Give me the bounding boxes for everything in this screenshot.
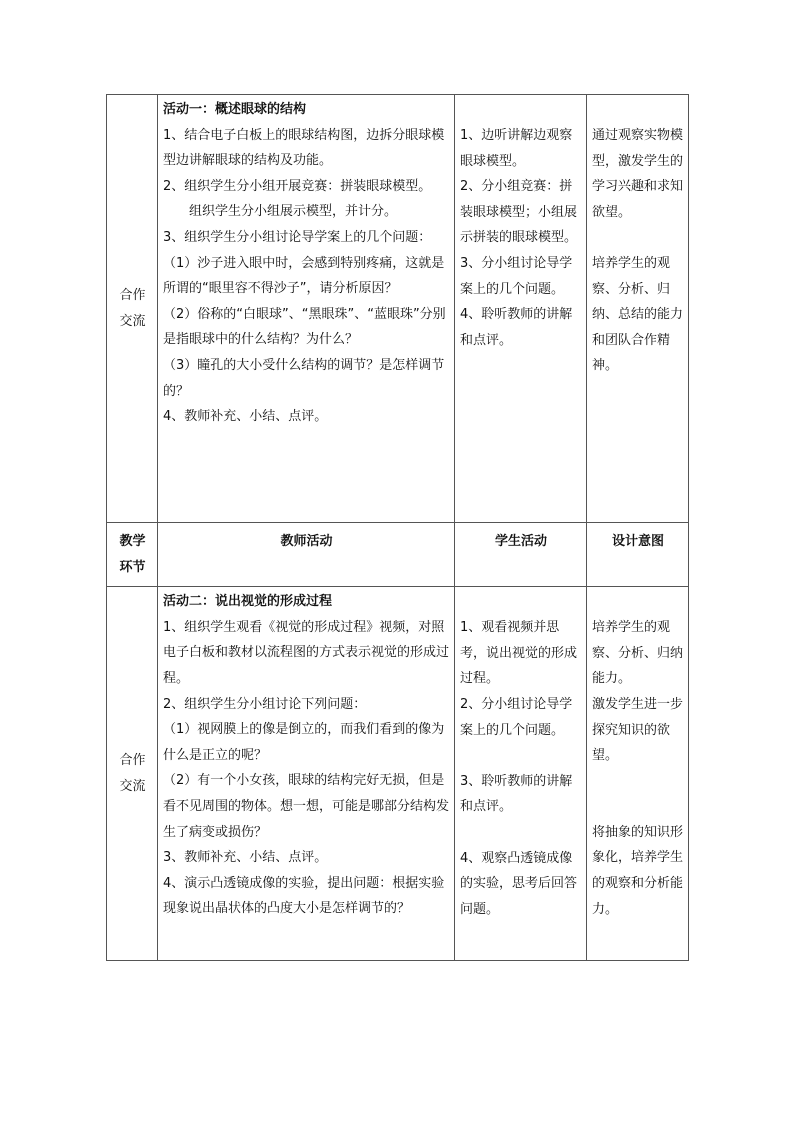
teacher-item: 4、演示凸透镜成像的实验，提出问题：根据实验现象说出晶状体的凸度大小是怎样调节的？ <box>163 875 445 917</box>
header-label: 环节 <box>119 559 146 575</box>
student-activity-cell <box>455 587 587 961</box>
section-row-2 <box>107 587 689 961</box>
teacher-item: （3）瞳孔的大小受什么结构的调节？是怎样调节的？ <box>163 357 445 399</box>
section-row-1 <box>107 95 689 523</box>
student-item: 4、聆听教师的讲解和点评。 <box>460 307 573 348</box>
stage-label: 交流 <box>119 778 146 794</box>
activity-title: 活动二：说出视觉的形成过程 <box>163 594 333 610</box>
stage-cell <box>107 587 158 961</box>
teacher-item: （1）沙子进入眼中时，会感到特别疼痛，这就是所谓的“眼里容不得沙子”，请分析原因？ <box>163 255 445 297</box>
teacher-item: 3、组织学生分小组讨论导学案上的几个问题： <box>163 229 432 245</box>
student-item: 1、观看视频并思考，说出视觉的形成过程。 <box>460 620 578 687</box>
teacher-item: 2、组织学生分小组讨论下列问题： <box>163 696 367 712</box>
teacher-activity-cell <box>158 587 455 961</box>
header-teacher-cell: 教师活动 <box>158 523 455 587</box>
teacher-item: （2）俗称的“白眼球”、“黑眼珠”、“蓝眼珠”分别是指眼球中的什么结构？为什么？ <box>163 306 446 348</box>
student-item: 4、观察凸透镜成像的实验，思考后回答问题。 <box>460 850 578 917</box>
student-item: 3、分小组讨论导学案上的几个问题。 <box>460 255 573 297</box>
design-item: 培养学生的观察、分析、归纳、总结的能力和团队合作精神。 <box>592 255 684 374</box>
student-item: 2、分小组讨论导学案上的几个问题。 <box>460 696 573 738</box>
stage-label: 交流 <box>119 313 146 329</box>
stage-label: 合作 <box>119 287 146 303</box>
activity-title: 活动一：概述眼球的结构 <box>163 102 307 117</box>
teacher-item: 1、结合电子白板上的眼球结构图，边拆分眼球模型边讲解眼球的结构及功能。 <box>163 127 445 169</box>
header-student-cell: 学生活动 <box>455 523 587 587</box>
stage-label: 合作 <box>119 753 146 769</box>
table-header-row <box>107 523 689 587</box>
design-item: 将抽象的知识形象化，培养学生的观察和分析能力。 <box>592 824 684 917</box>
teacher-item: 1、组织学生观看《视觉的形成过程》视频，对照电子白板和教材以流程图的方式表示视觉的形成过程。 <box>163 619 450 686</box>
student-activity-cell <box>455 95 587 523</box>
design-intent-cell <box>587 95 689 523</box>
teacher-item: 组织学生分小组展示模型，并计分。 <box>189 204 398 220</box>
design-intent-cell <box>587 587 689 961</box>
student-item: 3、聆听教师的讲解和点评。 <box>460 773 573 815</box>
teacher-item: 4、教师补充、小结、点评。 <box>163 409 328 425</box>
header-stage-cell <box>107 523 158 587</box>
teacher-item: 3、教师补充、小结、点评。 <box>163 850 328 866</box>
design-item: 培养学生的观察、分析、归纳能力。 <box>592 620 684 687</box>
teacher-item: （1）视网膜上的像是倒立的，而我们看到的像为什么是正立的呢？ <box>163 722 445 763</box>
student-item: 1、边听讲解边观察眼球模型。 <box>460 128 573 169</box>
teacher-activity-cell <box>158 95 455 523</box>
teacher-item: （2）有一个小女孩，眼球的结构完好无损，但是看不见周围的物体。想一想，可能是哪部分结构发生了病变或损伤？ <box>163 773 450 840</box>
header-label: 教学 <box>119 534 146 549</box>
design-item: 激发学生进一步探究知识的欲望。 <box>592 696 684 764</box>
stage-cell <box>107 95 158 523</box>
student-item: 2、分小组竞赛：拼装眼球模型；小组展示拼装的眼球模型。 <box>460 179 578 246</box>
design-item: 通过观察实物模型，激发学生的学习兴趣和求知欲望。 <box>592 128 684 220</box>
header-design-cell: 设计意图 <box>587 523 689 587</box>
teacher-item: 2、组织学生分小组开展竞赛：拼装眼球模型。 <box>163 178 432 194</box>
lesson-plan-table <box>106 94 689 961</box>
